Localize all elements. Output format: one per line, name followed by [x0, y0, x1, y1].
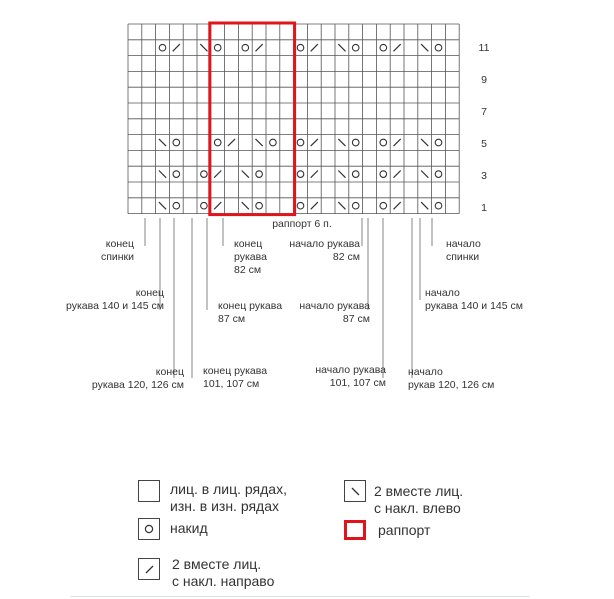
label-start-sleeve-87: начало рукава 87 см — [299, 300, 370, 325]
label-start-sleeve-120-126: начало рукав 120, 126 см — [408, 366, 495, 391]
k2tog-left-mark — [256, 139, 263, 146]
yarn-over-mark — [173, 171, 180, 178]
k2tog-left-mark — [421, 139, 428, 146]
yarn-over-mark — [201, 202, 208, 209]
yarn-over-mark — [352, 44, 359, 51]
row-number-9: 9 — [481, 74, 487, 86]
k2tog-left-mark — [200, 44, 207, 51]
k2tog-left-mark — [338, 171, 345, 178]
yarn-over-mark — [214, 44, 221, 51]
legend-repeat-text: раппорт — [378, 522, 431, 538]
yarn-over-mark — [380, 139, 387, 146]
label-start-sleeve-82: начало рукава 82 см — [289, 238, 360, 263]
k2tog-left-mark — [242, 202, 249, 209]
yarn-over-mark — [435, 44, 442, 51]
row-number-3: 3 — [481, 170, 487, 182]
legend-k2tog-left-symbol — [344, 480, 366, 502]
k2tog-right-mark — [311, 171, 318, 178]
k2tog-right-mark — [228, 139, 235, 146]
yarn-over-mark — [380, 44, 387, 51]
k2tog-left-mark — [159, 171, 166, 178]
k2tog-left-mark — [421, 44, 428, 51]
yarn-over-mark — [297, 202, 304, 209]
row-number-5: 5 — [481, 138, 487, 150]
label-end-sleeve-101-107: конец рукава 101, 107 см — [203, 365, 268, 390]
label-start-back: начало спинки — [446, 238, 481, 263]
yarn-over-mark — [270, 139, 277, 146]
yarn-over-mark — [242, 44, 249, 51]
k2tog-right-mark — [311, 44, 318, 51]
yarn-over-mark — [159, 44, 166, 51]
k2tog-right-mark — [394, 171, 401, 178]
legend-k2tog-right-text: 2 вместе лиц. с накл. направо — [172, 556, 275, 589]
legend-repeat-symbol — [344, 520, 366, 540]
legend-k2tog-left-text: 2 вместе лиц. с накл. влево — [374, 483, 464, 516]
k2tog-right-mark — [311, 202, 318, 209]
yarn-over-mark — [435, 139, 442, 146]
yarn-over-mark — [173, 202, 180, 209]
yarn-over-mark — [297, 171, 304, 178]
yarn-over-mark — [380, 202, 387, 209]
k2tog-left-mark — [421, 171, 428, 178]
yarn-over-mark — [256, 202, 263, 209]
yarn-over-mark — [435, 171, 442, 178]
yarn-over-mark — [297, 139, 304, 146]
legend-yo-symbol — [138, 518, 160, 540]
yarn-over-mark — [256, 171, 263, 178]
label-end-back: конец спинки — [100, 238, 134, 263]
bottom-divider — [70, 596, 530, 597]
yarn-over-mark — [352, 171, 359, 178]
yarn-over-mark — [352, 139, 359, 146]
k2tog-right-mark — [311, 139, 318, 146]
label-end-sleeve-87: конец рукава 87 см — [218, 300, 283, 325]
k2tog-left-mark — [242, 171, 249, 178]
k2tog-left-mark — [421, 202, 428, 209]
yarn-over-mark — [352, 202, 359, 209]
yarn-over-mark — [214, 139, 221, 146]
label-start-sleeve-101-107: начало рукава 101, 107 см — [315, 364, 386, 389]
k2tog-left-mark — [338, 202, 345, 209]
k2tog-left-mark — [338, 44, 345, 51]
yarn-over-mark — [173, 139, 180, 146]
row-number-1: 1 — [481, 202, 487, 214]
right-slant-icon — [139, 559, 161, 581]
k2tog-left-mark — [338, 139, 345, 146]
repeat-label: раппорт 6 п. — [272, 218, 332, 230]
k2tog-left-mark — [159, 139, 166, 146]
yarn-over-icon — [139, 519, 161, 541]
row-number-11: 11 — [478, 42, 490, 54]
label-end-sleeve-82: конец рукава 82 см — [234, 238, 267, 276]
legend-k2tog-right-symbol — [138, 558, 160, 580]
row-number-7: 7 — [481, 106, 487, 118]
k2tog-right-mark — [173, 44, 180, 51]
k2tog-right-mark — [256, 44, 263, 51]
k2tog-right-mark — [214, 202, 221, 209]
label-start-sleeve-140-145: начало рукава 140 и 145 см — [425, 287, 523, 312]
legend-knit-text: лиц. в лиц. рядах, изн. в изн. рядах — [170, 481, 287, 514]
label-end-sleeve-140-145: конец рукава 140 и 145 см — [66, 287, 164, 312]
legend-knit-symbol — [138, 480, 160, 502]
yarn-over-mark — [435, 202, 442, 209]
yarn-over-mark — [297, 44, 304, 51]
k2tog-right-mark — [214, 171, 221, 178]
yarn-over-mark — [201, 171, 208, 178]
yarn-over-mark — [380, 171, 387, 178]
label-end-sleeve-120-126: конец рукава 120, 126 см — [91, 366, 184, 391]
k2tog-right-mark — [394, 202, 401, 209]
k2tog-right-mark — [394, 44, 401, 51]
left-slant-icon — [345, 481, 367, 503]
k2tog-right-mark — [394, 139, 401, 146]
k2tog-left-mark — [159, 202, 166, 209]
legend-yo-text: накид — [170, 520, 208, 536]
